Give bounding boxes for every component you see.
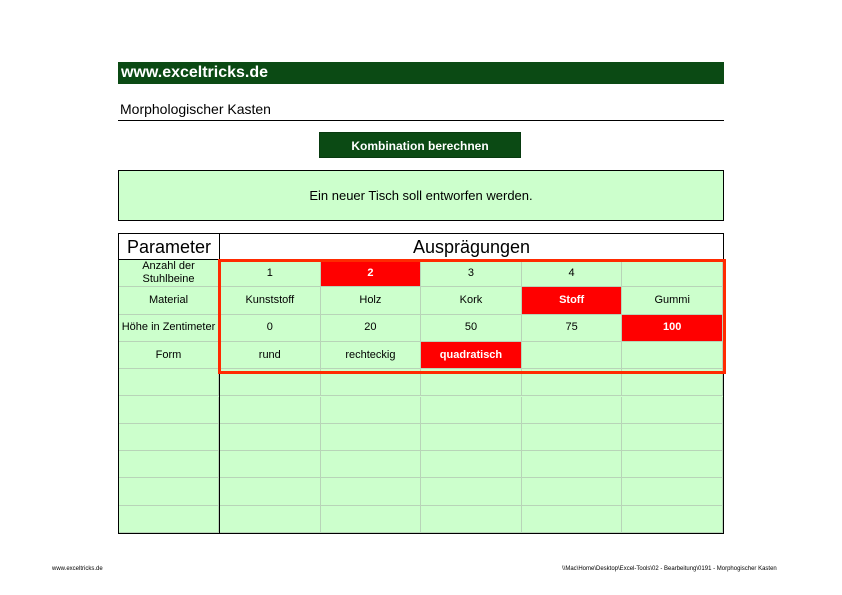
value-cell[interactable]	[220, 424, 321, 451]
selected-value-cell[interactable]: 100	[622, 315, 723, 342]
value-cell[interactable]	[522, 397, 623, 424]
value-cell[interactable]	[622, 369, 723, 396]
parameter-cell[interactable]: Material	[119, 287, 219, 314]
selected-value-cell[interactable]: Stoff	[522, 287, 623, 314]
value-cell[interactable]: 0	[220, 315, 321, 342]
parameter-header: Parameter	[119, 234, 219, 260]
footer-file-path: \\Mac\Home\Desktop\Excel-Tools\02 - Bearbeitung\0191 - Morphogischer Kasten	[562, 566, 777, 572]
page-title: Morphologischer Kasten	[120, 101, 271, 117]
parameter-cell[interactable]: Form	[119, 342, 219, 369]
parameter-cell[interactable]	[119, 424, 219, 451]
value-cell[interactable]: rechteckig	[321, 342, 422, 369]
value-cell[interactable]	[522, 478, 623, 505]
value-cell[interactable]	[321, 506, 422, 533]
value-cell[interactable]	[622, 424, 723, 451]
value-cell[interactable]	[421, 424, 522, 451]
site-banner: www.exceltricks.de	[118, 62, 724, 84]
parameter-cell[interactable]: Anzahl der Stuhlbeine	[119, 260, 219, 287]
task-description: Ein neuer Tisch soll entworfen werden.	[118, 170, 724, 221]
value-cell[interactable]: 50	[421, 315, 522, 342]
value-cell[interactable]	[321, 397, 422, 424]
value-cell[interactable]: 3	[421, 260, 522, 287]
value-cell[interactable]: 75	[522, 315, 623, 342]
value-cell[interactable]: Holz	[321, 287, 422, 314]
value-cell[interactable]	[522, 506, 623, 533]
values-header: Ausprägungen	[220, 234, 723, 260]
value-cell[interactable]	[522, 451, 623, 478]
morphological-box-table	[118, 233, 724, 534]
parameter-cell[interactable]	[119, 506, 219, 533]
value-cell[interactable]	[220, 478, 321, 505]
value-cell[interactable]	[421, 451, 522, 478]
value-cell[interactable]	[522, 342, 623, 369]
value-cell[interactable]	[220, 451, 321, 478]
value-cell[interactable]	[622, 342, 723, 369]
value-cell[interactable]	[622, 478, 723, 505]
value-cell[interactable]	[421, 397, 522, 424]
value-cell[interactable]: Kork	[421, 287, 522, 314]
value-cell[interactable]	[421, 369, 522, 396]
value-cell[interactable]	[522, 369, 623, 396]
value-cell[interactable]	[522, 424, 623, 451]
selected-value-cell[interactable]: 2	[321, 260, 422, 287]
value-cell[interactable]: 4	[522, 260, 623, 287]
value-cell[interactable]	[321, 451, 422, 478]
calculate-combination-button[interactable]: Kombination berechnen	[319, 132, 521, 158]
parameter-cell[interactable]	[119, 478, 219, 505]
value-cell[interactable]: Kunststoff	[220, 287, 321, 314]
value-cell[interactable]	[622, 397, 723, 424]
value-cell[interactable]: 1	[220, 260, 321, 287]
parameter-cell[interactable]: Höhe in Zentimeter	[119, 315, 219, 342]
value-cell[interactable]	[321, 369, 422, 396]
value-cell[interactable]	[622, 451, 723, 478]
parameter-cell[interactable]	[119, 369, 219, 396]
value-cell[interactable]	[321, 424, 422, 451]
value-cell[interactable]	[220, 397, 321, 424]
title-divider	[118, 120, 724, 121]
parameter-cell[interactable]	[119, 451, 219, 478]
value-cell[interactable]	[321, 478, 422, 505]
parameter-cell[interactable]	[119, 397, 219, 424]
value-cell[interactable]: Gummi	[622, 287, 723, 314]
value-cell[interactable]	[421, 478, 522, 505]
value-cell[interactable]	[622, 506, 723, 533]
footer-left: www.exceltricks.de	[52, 566, 103, 572]
value-cell[interactable]: rund	[220, 342, 321, 369]
value-cell[interactable]	[421, 506, 522, 533]
value-cell[interactable]: 20	[321, 315, 422, 342]
selected-value-cell[interactable]: quadratisch	[421, 342, 522, 369]
value-cell[interactable]	[622, 260, 723, 287]
value-cell[interactable]	[220, 506, 321, 533]
value-cell[interactable]	[220, 369, 321, 396]
